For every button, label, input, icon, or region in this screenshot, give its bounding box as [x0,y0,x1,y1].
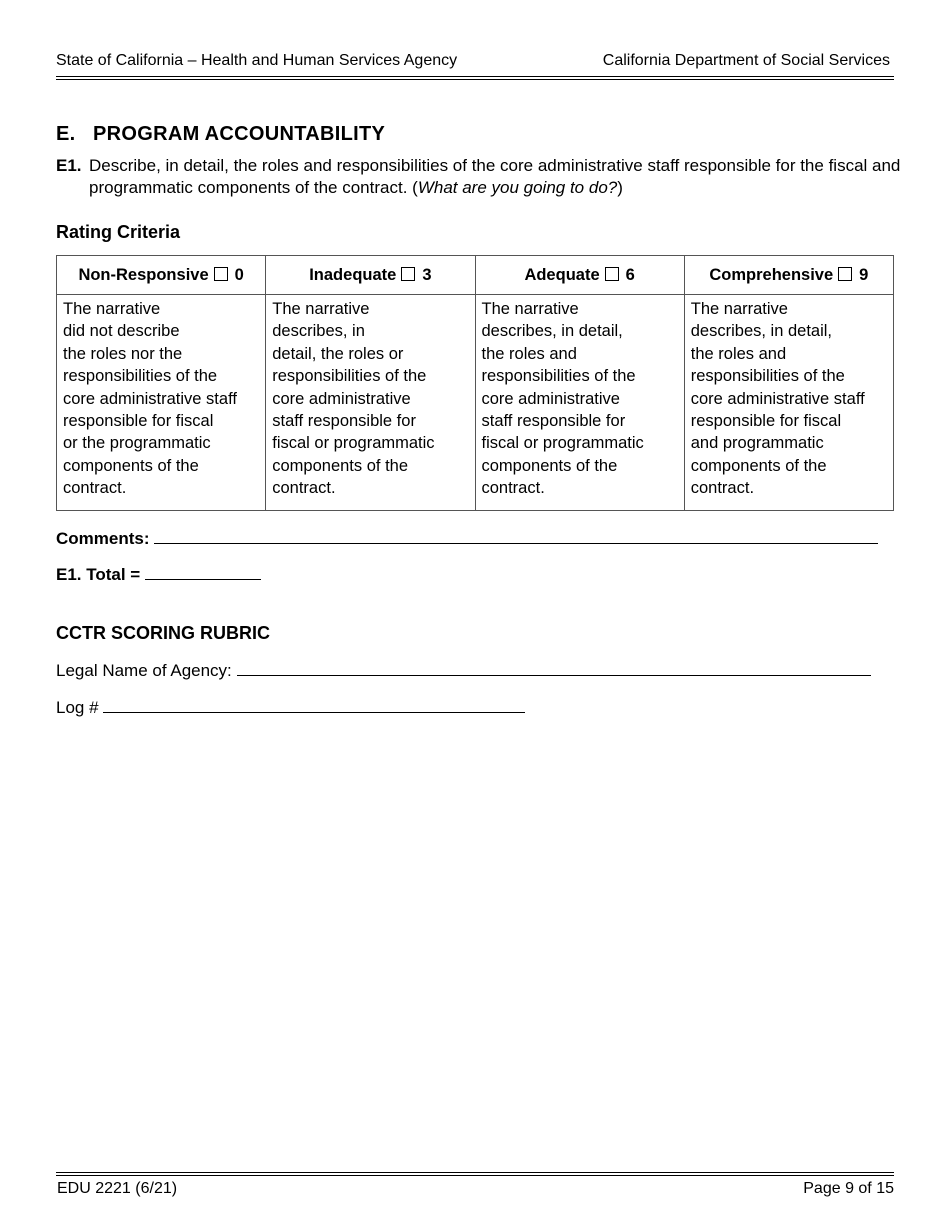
rating-header-row [57,256,894,295]
comments-label: Comments: [56,529,150,548]
rating-header-comprehensive [684,256,893,295]
section-title [56,123,385,146]
rating-label: Comprehensive [709,265,834,284]
agency-label: Legal Name of Agency: [56,661,232,680]
comprehensive-checkbox[interactable] [838,267,852,281]
rating-header-adequate [475,256,684,295]
rating-score: 6 [625,265,635,284]
scoring-rubric-title: CCTR SCORING RUBRIC [56,623,270,643]
non-responsive-description: The narrative did not describe the roles nor the responsibilities of the core administrative staff responsible for fiscal or the programmatic components of the contract. [57,295,266,511]
inadequate-checkbox[interactable] [401,267,415,281]
rating-criteria-table [56,255,894,511]
comprehensive-description: The narrative describes, in detail, the roles and responsibilities of the core administrative staff responsible for fiscal and programmatic components of the contract. [684,295,893,511]
question-text-italic: What are you going to do? [417,178,618,197]
footer-rule [56,1172,894,1173]
rating-label: Inadequate [309,265,397,284]
rating-score: 9 [859,265,869,284]
log-number-field[interactable] [103,697,525,713]
section-name: PROGRAM ACCOUNTABILITY [93,123,386,145]
rating-score: 3 [422,265,432,284]
non-responsive-checkbox[interactable] [214,267,228,281]
total-field[interactable] [145,564,261,580]
agency-row [56,660,871,681]
question-text-close: ) [617,178,623,197]
question-number: E1. [56,156,82,175]
comments-field[interactable] [154,528,878,544]
total-label: E1. Total = [56,565,141,584]
adequate-description: The narrative describes, in detail, the roles and responsibilities of the core administrative staff responsible for fiscal or programmatic components of the contract. [475,295,684,511]
rating-header-inadequate [266,256,475,295]
header-agency: State of California – Health and Human Services Agency [56,52,458,69]
footer-page-number: Page 9 of 15 [803,1180,894,1197]
rating-description-row [57,295,894,511]
header-department: California Department of Social Services [602,52,890,69]
question-text [89,155,901,199]
rating-criteria-title: Rating Criteria [56,222,181,242]
footer-form-id: EDU 2221 (6/21) [57,1180,178,1197]
header-rule [56,76,894,77]
section-letter: E. [56,123,76,145]
log-row [56,697,525,718]
rating-score: 0 [234,265,244,284]
total-row [56,564,261,585]
adequate-checkbox[interactable] [605,267,619,281]
inadequate-description: The narrative describes, in detail, the roles or responsibilities of the core administrative staff responsible for fiscal or programmatic components of the contract. [266,295,475,511]
rating-label: Adequate [524,265,600,284]
question-e1 [56,155,901,199]
log-label: Log # [56,698,99,717]
question-text-plain: Describe, in detail, the roles and responsibilities of the core administrative staff responsible for the fiscal and programmatic components of the contract. ( [89,156,901,197]
rating-label: Non-Responsive [78,265,209,284]
agency-name-field[interactable] [237,660,871,676]
comments-row [56,528,878,549]
rating-header-non-responsive [57,256,266,295]
